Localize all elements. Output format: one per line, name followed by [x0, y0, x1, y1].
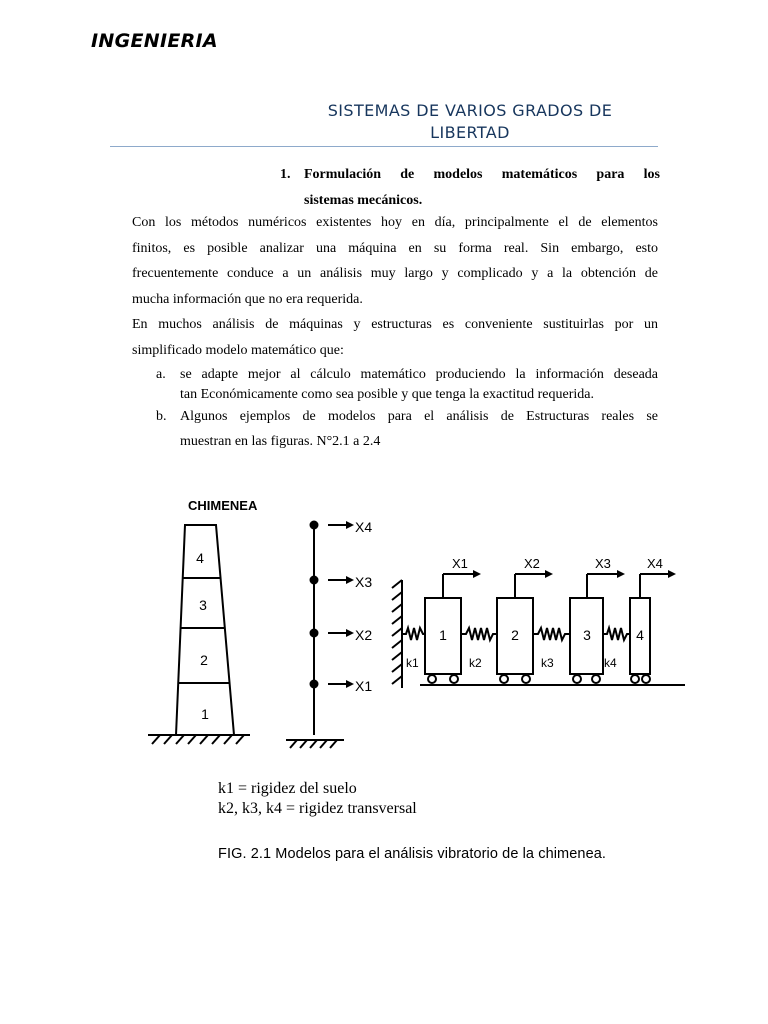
document-title	[290, 100, 650, 144]
mass-dof-x1: X1	[452, 556, 468, 571]
spring-label-k1: k1	[406, 656, 419, 670]
list-item-line: se adapte mejor al cálculo matemático produciendo la información deseada	[180, 367, 658, 382]
section-heading	[280, 162, 660, 214]
chimney-segment-2: 2	[200, 652, 208, 668]
chimney-drawing	[176, 525, 234, 735]
figure-caption: FIG. 2.1 Modelos para el análisis vibratorio de la chimenea.	[218, 846, 607, 862]
title-line-2: LIBERTAD	[430, 123, 510, 142]
dof-label-x3: X3	[355, 574, 373, 590]
dof-label-x4: X4	[355, 519, 373, 535]
spring-label-k3: k3	[541, 656, 554, 670]
title-line-1: SISTEMAS DE VARIOS GRADOS DE	[327, 101, 613, 120]
chimney-segment-3: 3	[199, 597, 207, 613]
chimney-ground	[148, 735, 250, 744]
spring-label-k4: k4	[604, 656, 617, 670]
list-marker: a.	[156, 367, 166, 382]
page-header: INGENIERIA	[91, 30, 218, 52]
section-title-line-1: Formulación de modelos matemáticos para los	[304, 167, 660, 182]
paragraph-2-line: simplificado modelo matemático que:	[132, 342, 344, 358]
list-item-line: muestran en las figuras. N°2.1 a 2.4	[180, 434, 381, 449]
title-divider	[110, 146, 658, 147]
lumped-mass-model	[286, 521, 354, 748]
dof-label-x2: X2	[355, 627, 373, 643]
paragraph-2-line: En muchos análisis de máquinas y estructuras es conveniente sustituirlas por un	[132, 317, 658, 332]
spring-label-k2: k2	[469, 656, 482, 670]
paragraph-1	[132, 210, 658, 312]
mass-dof-x4: X4	[647, 556, 663, 571]
chimney-segment-4: 4	[196, 550, 204, 566]
paragraph-1-line: frecuentemente conduce a un análisis muy largo y complicado y a la obtención de	[132, 266, 658, 281]
mass-3-label: 3	[583, 627, 591, 643]
list-item-a	[156, 362, 658, 403]
paragraph-1-line: finitos, es posible analizar una máquina en su forma real. Sin embargo, esto	[132, 240, 658, 256]
legend-line-1: k1 = rigidez del suelo	[218, 780, 357, 797]
mass-wheels	[428, 675, 650, 683]
section-title-line-2: sistemas mecánicos.	[304, 193, 423, 208]
list-item-line: Algunos ejemplos de modelos para el análisis de Estructuras reales se	[180, 409, 658, 424]
chimney-model-figure	[140, 490, 700, 760]
legend-line-2: k2, k3, k4 = rigidez transversal	[218, 800, 417, 817]
paragraph-2	[132, 312, 658, 363]
mass-dof-x2: X2	[524, 556, 540, 571]
paragraph-1-line: Con los métodos numéricos existentes hoy en día, principalmente el de elementos	[132, 215, 658, 230]
dof-label-x1: X1	[355, 678, 373, 694]
list-item-b	[156, 404, 658, 454]
list-item-line: tan Económicamente como sea posible y que tenga la exactitud requerida.	[180, 387, 595, 402]
mass-1-label: 1	[439, 627, 447, 643]
mass-2-label: 2	[511, 627, 519, 643]
paragraph-1-line: mucha información que no era requerida.	[132, 291, 363, 307]
section-number: 1.	[280, 167, 291, 182]
chimney-segment-1: 1	[201, 706, 209, 722]
chimney-label: CHIMENEA	[188, 498, 258, 513]
list-marker: b.	[156, 409, 167, 424]
mass-dof-x3: X3	[595, 556, 611, 571]
mass-4-label: 4	[636, 627, 644, 643]
